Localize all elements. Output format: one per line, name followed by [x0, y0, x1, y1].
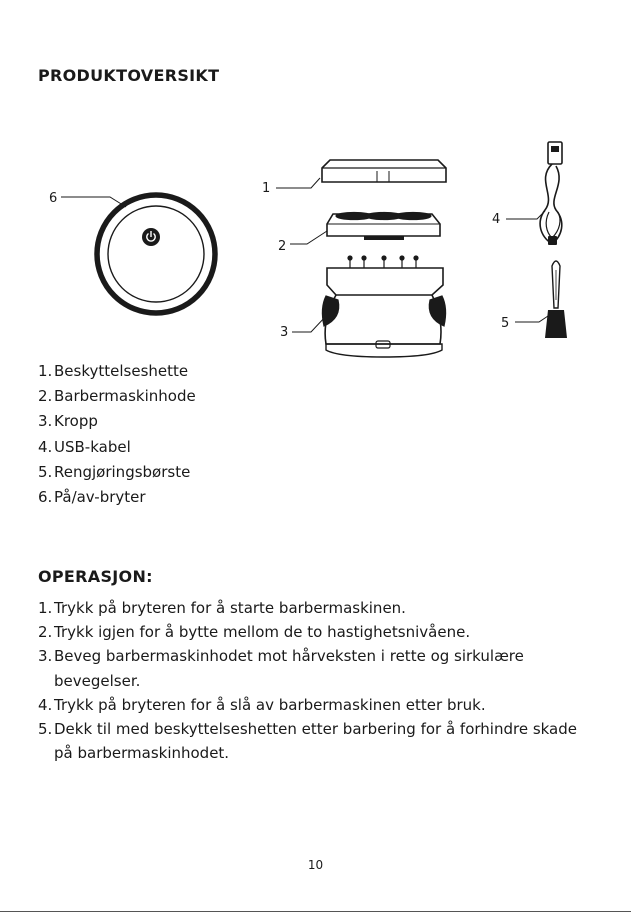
list-item-number: 6. — [38, 488, 53, 507]
step-text: Dekk til med beskyttelseshetten etter barbering for å forhindre skade på barbermaskinhodet. — [54, 720, 577, 763]
callout-3: 3 — [280, 325, 289, 340]
step-item — [38, 693, 598, 717]
operation-steps — [38, 596, 598, 765]
step-number: 5. — [38, 720, 53, 739]
step-text: Beveg barbermaskinhodet mot hårveksten i rette og sirkulære bevegelser. — [54, 647, 524, 690]
power-button-illustration — [97, 195, 215, 313]
section-title: PRODUKTOVERSIKT — [38, 66, 220, 85]
step-number: 2. — [38, 623, 53, 642]
callout-1: 1 — [262, 181, 271, 196]
product-diagram — [0, 0, 631, 370]
step-item — [38, 644, 598, 692]
step-number: 3. — [38, 647, 53, 666]
step-number: 4. — [38, 695, 53, 714]
callout-2: 2 — [278, 239, 287, 254]
parts-list — [38, 359, 196, 510]
step-text: Trykk på bryteren for å starte barbermaskinen. — [54, 599, 406, 617]
list-item-label: Beskyttelseshette — [54, 362, 189, 380]
operation-title: OPERASJON: — [38, 567, 153, 586]
list-item — [38, 359, 196, 384]
list-item-label: Barbermaskinhode — [54, 387, 196, 406]
step-text: Trykk igjen for å bytte mellom de to hastighetsnivåene. — [54, 623, 471, 642]
list-item-number: 2. — [38, 387, 53, 406]
list-item-number: 3. — [38, 412, 53, 431]
callout-6: 6 — [49, 191, 58, 206]
list-item-label: USB-kabel — [54, 437, 131, 456]
body-illustration — [322, 256, 445, 357]
step-item — [38, 620, 598, 644]
usb-cable-illustration — [540, 142, 562, 245]
step-number: 1. — [38, 599, 53, 617]
list-item-number: 5. — [38, 462, 53, 481]
list-item-label: Rengjøringsbørste — [54, 462, 191, 481]
callout-5: 5 — [501, 316, 510, 331]
list-item — [38, 384, 196, 409]
protective-cap-illustration — [322, 160, 446, 182]
step-item — [38, 596, 598, 620]
page-number: 10 — [307, 858, 324, 872]
list-item — [38, 435, 196, 460]
step-item — [38, 717, 598, 765]
list-item-number: 1. — [38, 362, 53, 380]
list-item — [38, 485, 196, 510]
callout-4: 4 — [492, 212, 501, 227]
step-text: Trykk på bryteren for å slå av barbermaskinen etter bruk. — [54, 695, 486, 714]
list-item — [38, 460, 196, 485]
list-item — [38, 409, 196, 434]
footer-divider — [0, 911, 631, 912]
list-item-label: På/av-bryter — [54, 488, 146, 507]
list-item-number: 4. — [38, 437, 53, 456]
list-item-label: Kropp — [54, 412, 98, 431]
shaver-head-illustration — [327, 213, 440, 241]
cleaning-brush-illustration — [545, 261, 567, 338]
